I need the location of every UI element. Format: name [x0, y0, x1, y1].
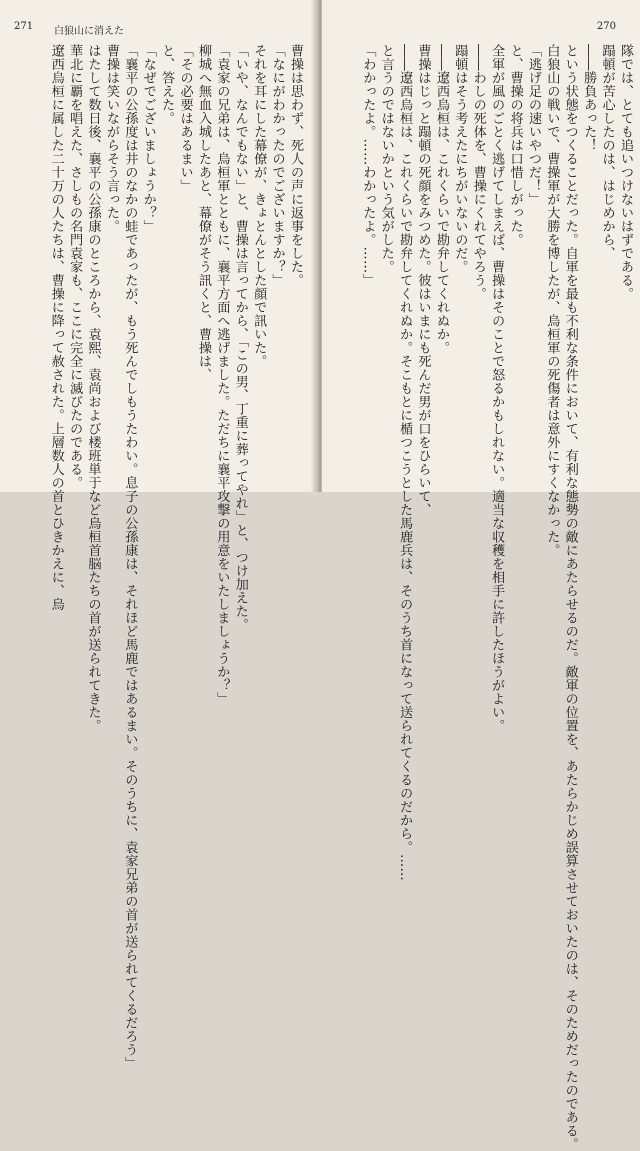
left-page-body — [8, 44, 304, 1070]
right-line: 全軍が風のごとく逃げてしまえば、曹操はそのことで怒るかもしれない。適当な収穫を相手に許したほうがよい。 — [489, 44, 505, 733]
left-line: 遼西烏桓に属した二十万の人たちは、曹操に降って赦された。上層数人の首とひきかえに、烏 — [48, 44, 64, 611]
right-line: という状態をつくることだった。自軍を最も不利な条件において、有利な態勢の敵にあたらせるのだ。敵軍の位置を、あたらかじめ誤算させておいたのは、そのためだったのである。 — [562, 44, 578, 1151]
right-line: 「わかったよ。……わかったよ。……」 — [360, 44, 376, 287]
running-head: 白狼山に消えた — [54, 26, 124, 37]
right-page — [322, 0, 640, 1151]
left-line: 「その必要はあるまい」 — [177, 44, 193, 193]
right-line: ――勝負あった！ — [581, 44, 597, 152]
left-line: と、答えた。 — [159, 44, 175, 125]
right-line: 曹操はじっと蹋頓の死顔をみつめた。彼はいまにも死んだ男が口をひらいて、 — [415, 44, 431, 517]
right-page-body — [330, 44, 634, 1151]
right-line: 白狼山の戦いで、曹操軍が大勝を博したが、烏桓軍の死傷者は意外にすくなかった。 — [544, 44, 560, 557]
right-line: ――遼西烏桓は、これくらいで勘弁してくれぬか。 — [433, 44, 449, 355]
left-line: 「袁家の兄弟は、烏桓軍とともに、襄平方面へ逃げました。ただちに襄平攻撃の用意をいたしましょうか？」 — [214, 44, 230, 706]
left-line: 「なにがわかったのでございますか？」 — [269, 44, 285, 287]
right-line: 「逃げ足の速いやつだ！」 — [525, 44, 541, 206]
right-line: と、曹操の将兵は口惜しがった。 — [507, 44, 523, 247]
left-line: 曹操は笑いながらそう言った。 — [103, 44, 119, 233]
left-line: 「いや、なんでもない」と、曹操は言ってから、「この男、丁重に葬ってやれ」と、つけ加えた。 — [232, 44, 248, 632]
left-page — [0, 0, 318, 1070]
left-line: 「襄平の公孫度は井のなかの蛙であったが、もう死んでしもうたわい。息子の公孫康は、それほど馬鹿ではあるまい。そのうちに、袁家兄弟の首が送られてくるだろう」 — [122, 44, 138, 1070]
right-line: ――遼西烏桓は、これくらいで勘弁してくれぬか。そこもとに楯つこうとした馬鹿兵は、そのうち首になって送られてくるのだから。…… — [397, 44, 413, 881]
left-line: 柳城へ無血入城したあと、幕僚がそう訊くと、曹操は、 — [195, 44, 211, 382]
left-line: それを耳にした幕僚が、きょとんとした顔で訊いた。 — [251, 44, 267, 368]
right-line: 隊では、とても追いつけないはずである。 — [618, 44, 633, 301]
right-line: 蹋頓が苦心したのは、はじめから、 — [599, 44, 615, 260]
left-line: 華北に覇を唱えた、さしもの名門袁家も、ここに完全に滅びたのである。 — [67, 44, 83, 490]
left-line: 曹操は思わず、死人の声に返事をした。 — [288, 44, 303, 287]
right-line: 蹋頓はそう考えたにちがいないのだ。 — [452, 44, 468, 274]
left-page-number: 271 — [14, 21, 34, 32]
right-line: ――わしの死体を、曹操にくれてやろう。 — [470, 44, 486, 301]
right-page-number: 270 — [596, 21, 616, 32]
left-line: 「なぜでございましょうか？」 — [140, 44, 156, 233]
right-line: と言うのではないかという気がした。 — [378, 44, 394, 274]
left-line: はたして数日後、襄平の公孫康のところから、袁熙、袁尚および楼班単于など烏桓首脳たちの首が送られてきた。 — [85, 44, 101, 733]
